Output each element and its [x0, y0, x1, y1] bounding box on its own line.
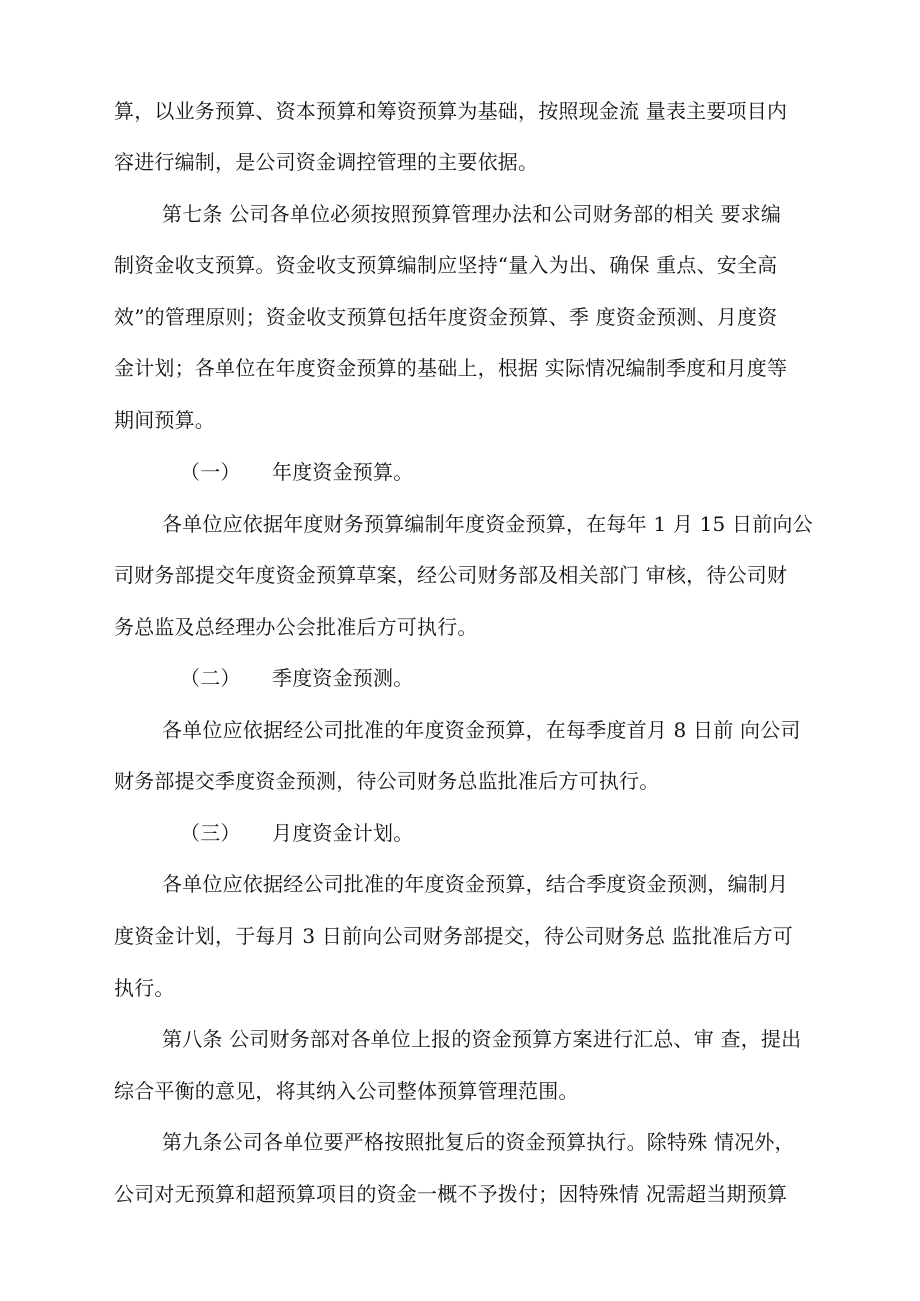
- paragraph-line: 容进行编制，是公司资金调控管理的主要依据。: [114, 150, 539, 174]
- subheading-quarterly: [180, 665, 880, 691]
- paragraph-line: 各单位应依据年度财务预算编制年度资金预算，在每年 1 月 15 日前向公: [162, 512, 813, 536]
- paragraph-line: 效”的管理原则；资金收支预算包括年度资金预算、季 度资金预测、月度资: [114, 305, 778, 329]
- paragraph-line: 各单位应依据经公司批准的年度资金预算，结合季度资金预测，编制月: [162, 872, 789, 896]
- paragraph-line: 财务部提交季度资金预测，待公司财务总监批准后方可执行。: [114, 769, 660, 793]
- paragraph-line: 执行。: [114, 976, 175, 1000]
- paragraph-line: 算，以业务预算、资本预算和筹资预算为基础，按照现金流 量表主要项目内: [114, 99, 788, 123]
- paragraph-line: 制资金收支预算。资金收支预算编制应坚持“量入为出、确保 重点、安全高: [114, 253, 778, 277]
- paragraph-line: 期间预算。: [114, 408, 215, 432]
- article-9-line: 第九条公司各单位要严格按照批复后的资金预算执行。除特殊 情况外，: [162, 1130, 795, 1154]
- paragraph-line: 金计划；各单位在年度资金预算的基础上，根据 实际情况编制季度和月度等: [114, 356, 788, 380]
- subheading-title: 季度资金预测。: [272, 666, 414, 690]
- paragraph-line: 度资金计划，于每月 3 日前向公司财务部提交，待公司财务总 监批准后方可: [114, 924, 793, 948]
- subheading-title: 年度资金预算。: [272, 460, 414, 484]
- article-7-line: 第七条 公司各单位必须按照预算管理办法和公司财务部的相关 要求编: [162, 202, 782, 226]
- paragraph-line: 公司对无预算和超预算项目的资金一概不予拨付；因特殊情 况需超当期预算: [114, 1182, 788, 1206]
- subheading-monthly: [180, 820, 880, 846]
- paragraph-line: 综合平衡的意见，将其纳入公司整体预算管理范围。: [114, 1079, 579, 1103]
- paragraph-line: 务总监及总经理办公会批准后方可执行。: [114, 615, 478, 639]
- subheading-number: （三）: [180, 821, 241, 845]
- paragraph-line: 各单位应依据经公司批准的年度资金预算，在每季度首月 8 日前 向公司: [162, 718, 801, 742]
- subheading-annual: [180, 459, 880, 485]
- subheading-number: （一）: [180, 460, 241, 484]
- article-8-line: 第八条 公司财务部对各单位上报的资金预算方案进行汇总、审 查，提出: [162, 1027, 802, 1051]
- paragraph-line: 司财务部提交年度资金预算草案，经公司财务部及相关部门 审核，待公司财: [114, 563, 788, 587]
- subheading-title: 月度资金计划。: [272, 821, 414, 845]
- subheading-number: （二）: [180, 666, 241, 690]
